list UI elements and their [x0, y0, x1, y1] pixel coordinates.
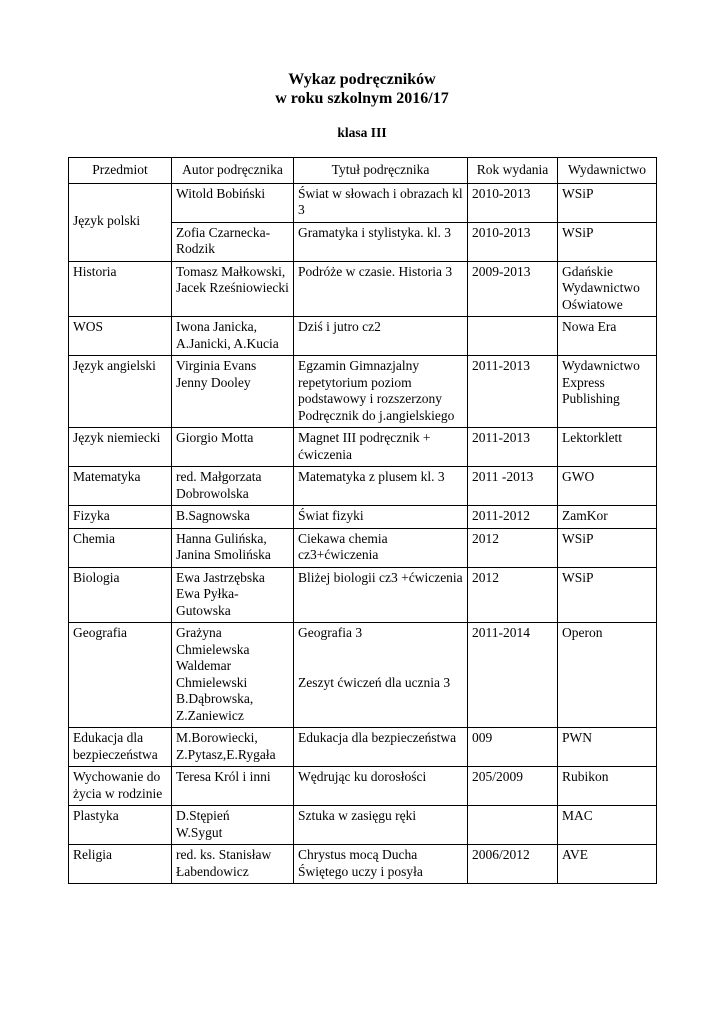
table-row — [69, 317, 657, 356]
cell-title: Magnet III podręcznik + ćwiczenia — [294, 428, 468, 467]
cell-author: Witold Bobiński — [172, 183, 294, 222]
cell-author: red. ks. Stanisław Łabendowicz — [172, 845, 294, 884]
cell-publisher: Rubikon — [558, 767, 657, 806]
cell-author-text: Virginia Evans Jenny Dooley — [176, 358, 257, 390]
table-row — [69, 356, 657, 428]
cell-subject: Historia — [69, 261, 172, 317]
cell-author: M.Borowiecki, Z.Pytasz,E.Rygała — [172, 728, 294, 767]
table-header-row — [69, 158, 657, 184]
cell-title: Świat w słowach i obrazach kl 3 — [294, 183, 468, 222]
cell-publisher: Lektorklett — [558, 428, 657, 467]
cell-subject: Fizyka — [69, 506, 172, 529]
textbook-table — [68, 157, 657, 884]
cell-author-text: D.Stępień W.Sygut — [176, 808, 230, 840]
spacer — [298, 642, 463, 675]
cell-author — [172, 567, 294, 623]
cell-subject: Matematyka — [69, 467, 172, 506]
cell-publisher: Nowa Era — [558, 317, 657, 356]
table-row — [69, 806, 657, 845]
cell-year — [468, 317, 558, 356]
document-title-line1: Wykaz podręczników — [288, 71, 436, 88]
cell-title: Edukacja dla bezpieczeństwa — [294, 728, 468, 767]
cell-year: 2011-2013 — [468, 428, 558, 467]
cell-subject: Edukacja dla bezpieczeństwa — [69, 728, 172, 767]
cell-publisher: Gdańskie Wydawnictwo Oświatowe — [558, 261, 657, 317]
cell-publisher: PWN — [558, 728, 657, 767]
cell-subject: Biologia — [69, 567, 172, 623]
cell-author-text: Ewa Jastrzębska Ewa Pyłka-Gutowska — [176, 569, 265, 618]
table-row — [69, 467, 657, 506]
cell-publisher: MAC — [558, 806, 657, 845]
cell-title: Matematyka z plusem kl. 3 — [294, 467, 468, 506]
table-row — [69, 506, 657, 529]
cell-subject: Wychowanie do życia w rodzinie — [69, 767, 172, 806]
cell-title — [294, 623, 468, 728]
cell-year: 2006/2012 — [468, 845, 558, 884]
cell-year: 205/2009 — [468, 767, 558, 806]
class-label: klasa III — [337, 125, 387, 140]
cell-subject: Język polski — [69, 183, 172, 261]
cell-title-book: Geografia 3 — [298, 625, 363, 640]
cell-subject: Język niemiecki — [69, 428, 172, 467]
cell-year: 2009-2013 — [468, 261, 558, 317]
cell-author: red. Małgorzata Dobrowolska — [172, 467, 294, 506]
cell-title: Ciekawa chemia cz3+ćwiczenia — [294, 528, 468, 567]
cell-year: 2011-2014 — [468, 623, 558, 728]
cell-title: Wędrując ku dorosłości — [294, 767, 468, 806]
cell-title: Świat fizyki — [294, 506, 468, 529]
cell-author: Hanna Gulińska, Janina Smolińska — [172, 528, 294, 567]
header-publisher: Wydawnictwo — [558, 158, 657, 184]
table-row — [69, 528, 657, 567]
cell-author: Teresa Król i inni — [172, 767, 294, 806]
cell-author: Zofia Czarnecka-Rodzik — [172, 222, 294, 261]
cell-year: 2012 — [468, 567, 558, 623]
cell-subject: Geografia — [69, 623, 172, 728]
cell-title: Sztuka w zasięgu ręki — [294, 806, 468, 845]
table-row — [69, 567, 657, 623]
cell-title: Chrystus mocą Ducha Świętego uczy i posyła — [294, 845, 468, 884]
cell-subject: Religia — [69, 845, 172, 884]
cell-year — [468, 806, 558, 845]
cell-title: Egzamin Gimnazjalny repetytorium poziom podstawowy i rozszerzony Podręcznik do j.angielskiego — [294, 356, 468, 428]
table-row — [69, 183, 657, 222]
cell-title: Gramatyka i stylistyka. kl. 3 — [294, 222, 468, 261]
cell-subject: WOS — [69, 317, 172, 356]
cell-title: Dziś i jutro cz2 — [294, 317, 468, 356]
header-subject: Przedmiot — [69, 158, 172, 184]
cell-publisher: WSiP — [558, 528, 657, 567]
table-row — [69, 767, 657, 806]
header-author: Autor podręcznika — [172, 158, 294, 184]
cell-author — [172, 806, 294, 845]
cell-year: 2011 -2013 — [468, 467, 558, 506]
cell-year: 009 — [468, 728, 558, 767]
cell-title: Bliżej biologii cz3 +ćwiczenia — [294, 567, 468, 623]
cell-publisher: AVE — [558, 845, 657, 884]
document-title-line2: w roku szkolnym 2016/17 — [275, 90, 449, 107]
cell-year: 2012 — [468, 528, 558, 567]
header-title: Tytuł podręcznika — [294, 158, 468, 184]
cell-year: 2010-2013 — [468, 222, 558, 261]
cell-publisher: Wydawnictwo Express Publishing — [558, 356, 657, 428]
cell-publisher: WSiP — [558, 222, 657, 261]
cell-author: Iwona Janicka, A.Janicki, A.Kucia — [172, 317, 294, 356]
cell-subject: Plastyka — [69, 806, 172, 845]
cell-author — [172, 623, 294, 728]
cell-year: 2011-2013 — [468, 356, 558, 428]
cell-author: Giorgio Motta — [172, 428, 294, 467]
table-row — [69, 845, 657, 884]
cell-subject: Chemia — [69, 528, 172, 567]
cell-author: B.Sagnowska — [172, 506, 294, 529]
table-row — [69, 623, 657, 728]
cell-subject: Język angielski — [69, 356, 172, 428]
cell-publisher: GWO — [558, 467, 657, 506]
cell-author — [172, 356, 294, 428]
cell-title-workbook: Zeszyt ćwiczeń dla ucznia 3 — [298, 674, 451, 690]
table-row — [69, 428, 657, 467]
cell-publisher: Operon — [558, 623, 657, 728]
table-row — [69, 728, 657, 767]
cell-author-text: Grażyna Chmielewska Waldemar Chmielewski B.Dąbrowska, Z.Zaniewicz — [176, 625, 254, 723]
table-row — [69, 261, 657, 317]
header-year: Rok wydania — [468, 158, 558, 184]
cell-author: Tomasz Małkowski, Jacek Rześniowiecki — [172, 261, 294, 317]
cell-publisher: ZamKor — [558, 506, 657, 529]
cell-year: 2010-2013 — [468, 183, 558, 222]
cell-year: 2011-2012 — [468, 506, 558, 529]
cell-title: Podróże w czasie. Historia 3 — [294, 261, 468, 317]
cell-publisher: WSiP — [558, 183, 657, 222]
cell-publisher: WSiP — [558, 567, 657, 623]
